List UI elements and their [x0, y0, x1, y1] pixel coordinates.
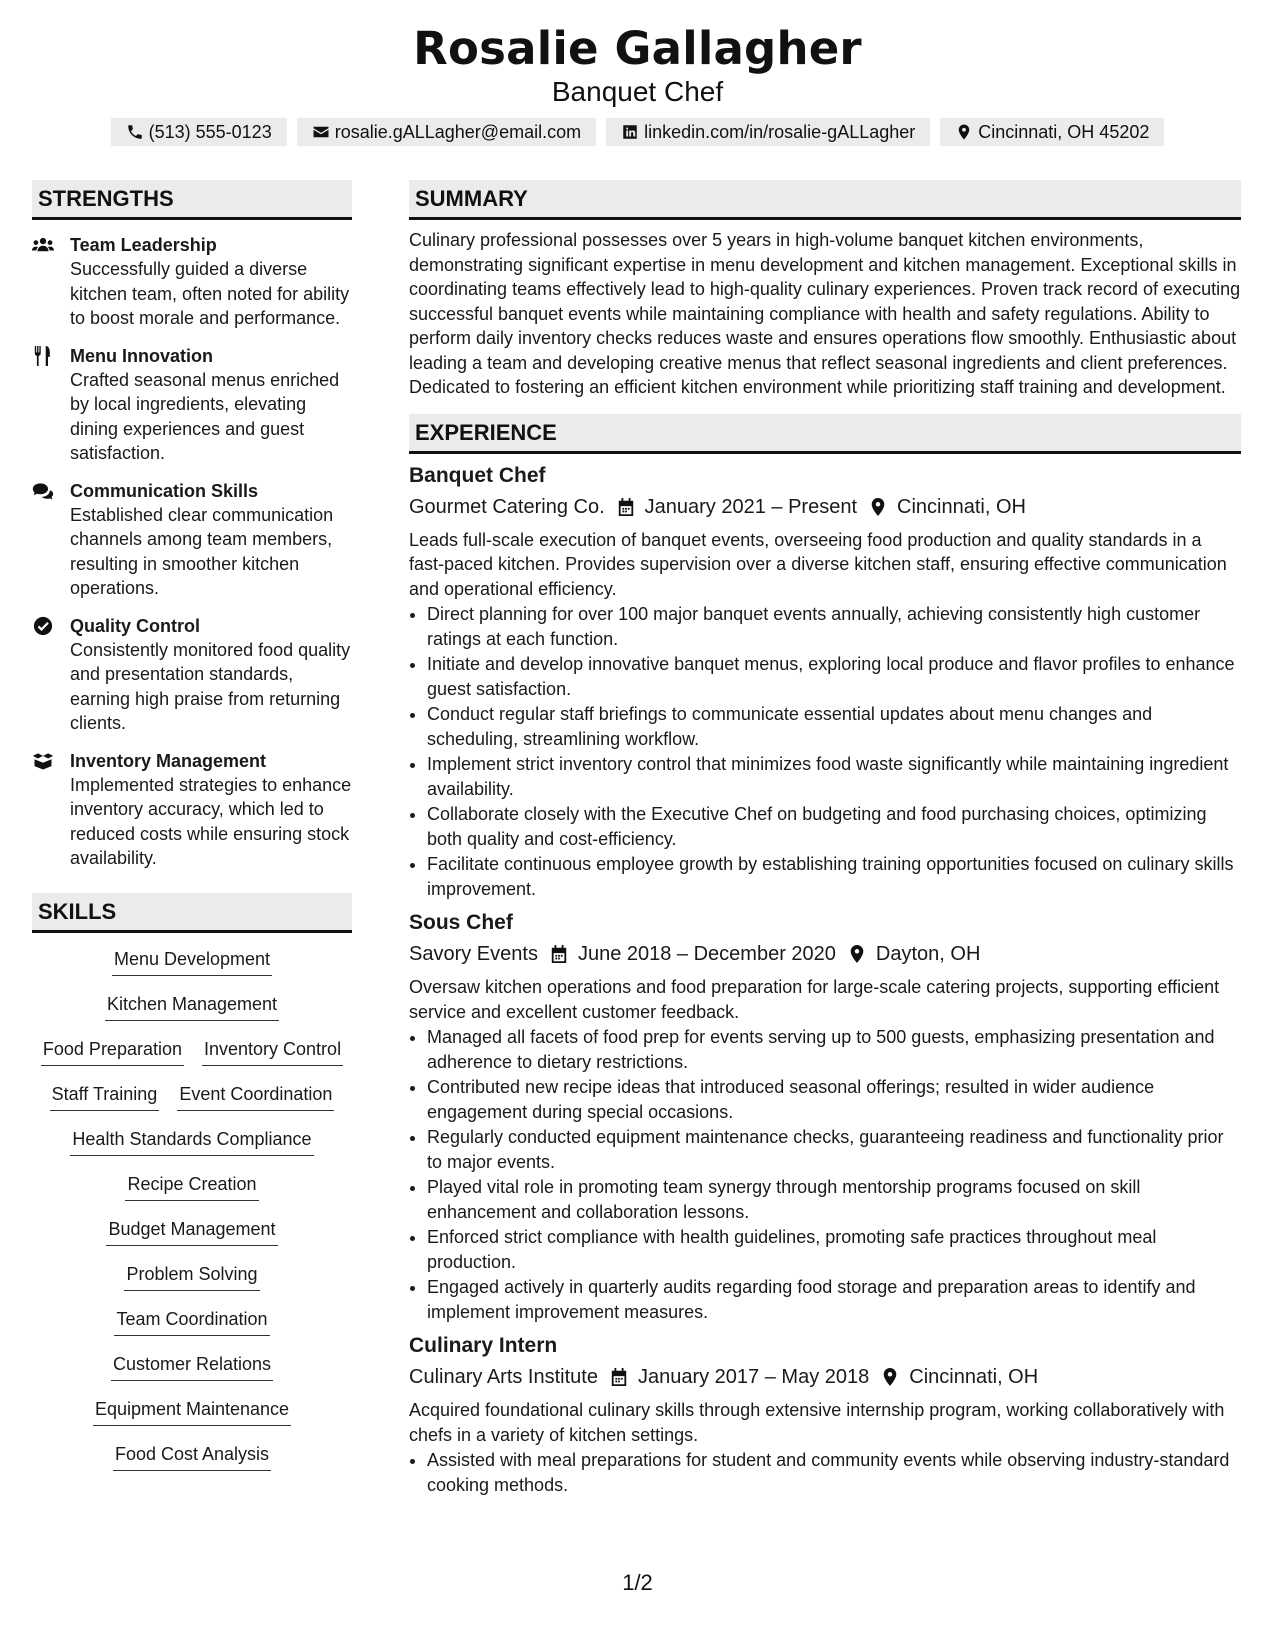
calendar-icon	[610, 1367, 628, 1387]
job-title: Sous Chef	[409, 911, 513, 934]
strength-title: Menu Innovation	[70, 345, 213, 366]
contact-location	[940, 118, 1164, 146]
job-description: Leads full-scale execution of banquet events, overseeing food production and quality standards in a fast-paced kitchen. Provides supervision over a diverse kitchen staff, ensuring effective communication and operational efficiency.	[409, 529, 1227, 599]
job-title: Culinary Intern	[409, 1334, 558, 1357]
contact-linkedin[interactable]	[606, 118, 930, 146]
skill-tag: Budget Management	[106, 1215, 277, 1246]
page-number: 1/2	[622, 1570, 653, 1595]
contact-bar	[0, 118, 1275, 146]
job-bullet: • Facilitate continuous employee growth by establishing training opportunities focused on culinary skills improvement.	[427, 852, 1241, 901]
skill-tag: Team Coordination	[114, 1305, 269, 1336]
skills-heading: SKILLS	[32, 893, 352, 933]
job-entry	[409, 1332, 1241, 1497]
calendar-icon	[617, 497, 635, 517]
envelope-icon	[312, 123, 330, 141]
job-bullet: • Enforced strict compliance with health guidelines, promoting safe practices throughout meal production.	[427, 1225, 1241, 1274]
job-bullet: • Managed all facets of food prep for events serving up to 500 guests, emphasizing presentation and adherence to dietary restrictions.	[427, 1025, 1241, 1074]
right-column	[409, 180, 1241, 1498]
job-company: Gourmet Catering Co.	[409, 495, 605, 518]
strength-desc: Crafted seasonal menus enriched by local ingredients, elevating dining experiences and guest satisfaction.	[70, 369, 340, 463]
users-icon	[32, 235, 54, 255]
job-bullet: • Contributed new recipe ideas that introduced seasonal offerings; resulted in wider audience engagement during special occasions.	[427, 1075, 1241, 1124]
skill-tag: Menu Development	[112, 945, 272, 976]
strength-item	[32, 479, 352, 601]
utensils-icon	[32, 346, 54, 366]
strength-title: Communication Skills	[70, 480, 259, 501]
linkedin-text[interactable]: linkedin.com/in/rosalie-gALLagher	[644, 122, 916, 142]
skill-tag: Kitchen Management	[105, 990, 279, 1021]
skill-tag: Event Coordination	[177, 1080, 334, 1111]
strength-desc: Successfully guided a diverse kitchen team, often noted for ability to boost morale and performance.	[70, 259, 350, 328]
job-bullets	[409, 1025, 1241, 1324]
skill-tag: Inventory Control	[202, 1035, 343, 1066]
job-company: Culinary Arts Institute	[409, 1366, 598, 1388]
map-pin-icon	[848, 944, 866, 964]
job-bullet: • Assisted with meal preparations for student and community events while observing industry-standard cooking methods.	[427, 1448, 1241, 1497]
skill-tag: Problem Solving	[124, 1260, 259, 1291]
job-dates: June 2018 – December 2020	[577, 943, 836, 965]
job-dates: January 2021 – Present	[644, 495, 858, 518]
job-dates: January 2017 – May 2018	[637, 1366, 870, 1388]
phone-text: (513) 555-0123	[148, 122, 272, 142]
job-entry	[409, 909, 1241, 1324]
job-location: Cincinnati, OH	[909, 1366, 1039, 1388]
skill-tag: Customer Relations	[111, 1350, 273, 1381]
skills-list	[32, 945, 352, 1485]
summary-text: Culinary professional possesses over 5 years in high-volume banquet kitchen environments, demonstrating significant expertise in menu development and kitchen management. Exceptional skills in coordinating teams effectively lead to high-quality culinary experiences. Proven track record of executing successful banquet events while maintaining compliance with health and safety regulations. Ability to perform daily inventory checks reduces waste and ensures operations flow smoothly. Enthusiastic about leading a team and developing creative menus that reflect seasonal ingredients and client preferences. Dedicated to fostering an efficient kitchen environment while prioritizing staff training and development.	[409, 230, 1241, 397]
skill-tag: Staff Training	[50, 1080, 160, 1111]
strength-title: Inventory Management	[70, 750, 267, 771]
email-text[interactable]: rosalie.gALLagher@email.com	[334, 122, 582, 142]
summary-heading: SUMMARY	[409, 180, 1241, 220]
map-pin-icon	[869, 497, 887, 517]
strength-item	[32, 614, 352, 736]
job-bullet: • Implement strict inventory control that minimizes food waste significantly while maintaining ingredient availability.	[427, 752, 1241, 801]
strength-desc: Consistently monitored food quality and presentation standards, earning high praise from returning clients.	[70, 639, 351, 733]
skill-tag: Food Preparation	[41, 1035, 184, 1066]
strength-item	[32, 344, 352, 466]
resume-header	[0, 0, 1275, 146]
contact-email[interactable]	[297, 118, 596, 146]
job-title: Banquet Chef	[409, 463, 546, 487]
job-entry	[409, 462, 1241, 902]
strength-desc: Implemented strategies to enhance inventory accuracy, which led to reduced costs while ensuring stock availability.	[70, 774, 352, 868]
job-bullet: • Played vital role in promoting team synergy through mentorship programs focused on skill enhancement and collaboration lessons.	[427, 1175, 1241, 1224]
strength-title: Team Leadership	[70, 235, 217, 255]
skill-tag: Food Cost Analysis	[113, 1440, 271, 1471]
linkedin-icon	[621, 123, 639, 141]
job-company: Savory Events	[409, 943, 538, 965]
check-circle-icon	[32, 616, 54, 636]
map-pin-icon	[955, 123, 973, 141]
contact-phone	[111, 118, 287, 146]
comments-icon	[32, 481, 54, 501]
left-column	[32, 180, 352, 1485]
job-bullet: • Engaged actively in quarterly audits regarding food storage and preparation areas to identify and implement improvement measures.	[427, 1275, 1241, 1324]
job-location: Dayton, OH	[875, 943, 981, 965]
location-text: Cincinnati, OH 45202	[978, 122, 1150, 142]
job-bullet: • Regularly conducted equipment maintenance checks, guaranteeing readiness and functionality prior to major events.	[427, 1125, 1241, 1174]
job-bullet: • Direct planning for over 100 major banquet events annually, achieving consistently high customer ratings at each function.	[427, 602, 1241, 651]
job-description: Acquired foundational culinary skills through extensive internship program, working collaboratively with chefs in a variety of kitchen settings.	[409, 1400, 1225, 1445]
boxes-icon	[32, 751, 54, 771]
job-meta	[409, 939, 1241, 969]
job-meta	[409, 1362, 1241, 1392]
strength-item	[32, 749, 352, 871]
job-meta	[409, 492, 1241, 522]
map-pin-icon	[881, 1367, 899, 1387]
calendar-icon	[550, 944, 568, 964]
strength-title: Quality Control	[70, 615, 200, 636]
candidate-name: Rosalie Gallagher	[413, 22, 862, 75]
job-bullets	[409, 1448, 1241, 1497]
experience-heading: EXPERIENCE	[409, 414, 1241, 454]
strength-item	[32, 233, 352, 331]
strength-desc: Established clear communication channels among team members, resulting in smoother kitchen operations.	[70, 504, 334, 598]
candidate-role: Banquet Chef	[551, 76, 724, 107]
job-bullets	[409, 602, 1241, 901]
strengths-heading: STRENGTHS	[32, 180, 352, 220]
job-bullet: • Conduct regular staff briefings to communicate essential updates about menu changes and scheduling, streamlining workflow.	[427, 702, 1241, 751]
job-description: Oversaw kitchen operations and food preparation for large-scale catering projects, supporting efficient service and excellent customer feedback.	[409, 977, 1220, 1022]
job-bullet: • Collaborate closely with the Executive Chef on budgeting and food purchasing choices, optimizing both quality and cost-efficiency.	[427, 802, 1241, 851]
skill-tag: Health Standards Compliance	[70, 1125, 313, 1156]
phone-icon	[126, 123, 144, 141]
skill-tag: Recipe Creation	[125, 1170, 258, 1201]
skill-tag: Equipment Maintenance	[93, 1395, 291, 1426]
job-bullet: • Initiate and develop innovative banquet menus, exploring local produce and flavor profiles to enhance guest satisfaction.	[427, 652, 1241, 701]
job-location: Cincinnati, OH	[897, 495, 1026, 518]
